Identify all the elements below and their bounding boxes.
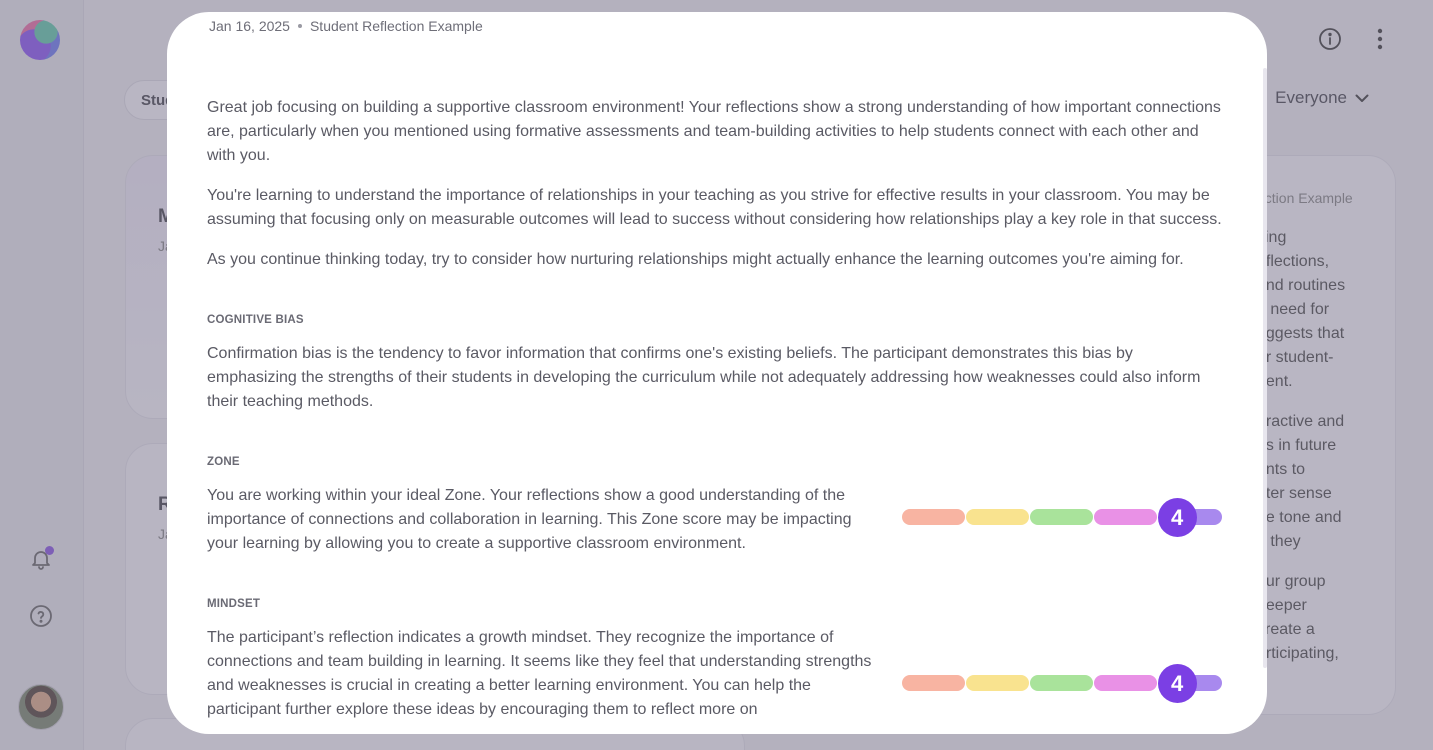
separator-dot: [298, 24, 302, 28]
meter-segment-1: [902, 675, 965, 691]
modal-scrollbar[interactable]: [1263, 68, 1267, 668]
meter-segment-4: [1094, 675, 1157, 691]
cognitive-bias-label: COGNITIVE BIAS: [207, 314, 304, 326]
reflection-feedback-modal: [167, 12, 1267, 734]
meter-segment-2: [966, 675, 1029, 691]
mindset-score-meter: [902, 671, 1221, 695]
modal-meta: [207, 18, 1221, 34]
mindset-section: [207, 626, 1221, 722]
zone-score-badge: 4: [1158, 498, 1197, 537]
feedback-paragraph: You're learning to understand the importance of relationships in your teaching as you strive for effective results in your classroom. You may be assuming that focusing only on measurable outcomes will lead to success without considering how relationships play a key role in that success.: [207, 187, 1222, 228]
reflection-title: Student Reflection Example: [309, 18, 483, 34]
zone-section: [207, 484, 1221, 556]
reflection-date: Jan 16, 2025: [209, 18, 290, 34]
meter-segment-4: [1094, 509, 1157, 525]
zone-label: ZONE: [207, 456, 240, 468]
mindset-text: The participant’s reflection indicates a growth mindset. They recognize the importance of connections and team building in learning. It seems like they feel that understanding strengths and weaknesses is crucial in creating a better learning environment. You can help the participant further explore these ideas by encouraging them to reflect more on: [207, 629, 872, 718]
zone-score-meter: [902, 505, 1221, 529]
zone-text: You are working within your ideal Zone. Your reflections show a good understanding of the importance of connections and collaboration in learning. This Zone score may be impacting your learning by allowing you to create a supportive classroom environment.: [207, 487, 852, 552]
meter-segment-2: [966, 509, 1029, 525]
meter-segment-1: [902, 509, 965, 525]
modal-content[interactable]: [167, 12, 1267, 734]
mindset-label: MINDSET: [207, 598, 261, 610]
feedback-paragraph: Great job focusing on building a supportive classroom environment! Your reflections show a strong understanding of how important connections are, particularly when you mentioned using formative assessments and team-building activities to help students connect with each other and with you.: [207, 99, 1221, 164]
feedback-paragraph: As you continue thinking today, try to consider how nurturing relationships might actually enhance the learning outcomes you're aiming for.: [207, 251, 1184, 268]
mindset-score-badge: 4: [1158, 664, 1197, 703]
cognitive-bias-text: Confirmation bias is the tendency to favor information that confirms one's existing beliefs. The participant demonstrates this bias by emphasizing the strengths of their students in developing the curriculum while not adequately addressing how weaknesses could also inform their teaching methods.: [207, 345, 1201, 410]
meter-segment-3: [1030, 509, 1093, 525]
meter-segment-3: [1030, 675, 1093, 691]
